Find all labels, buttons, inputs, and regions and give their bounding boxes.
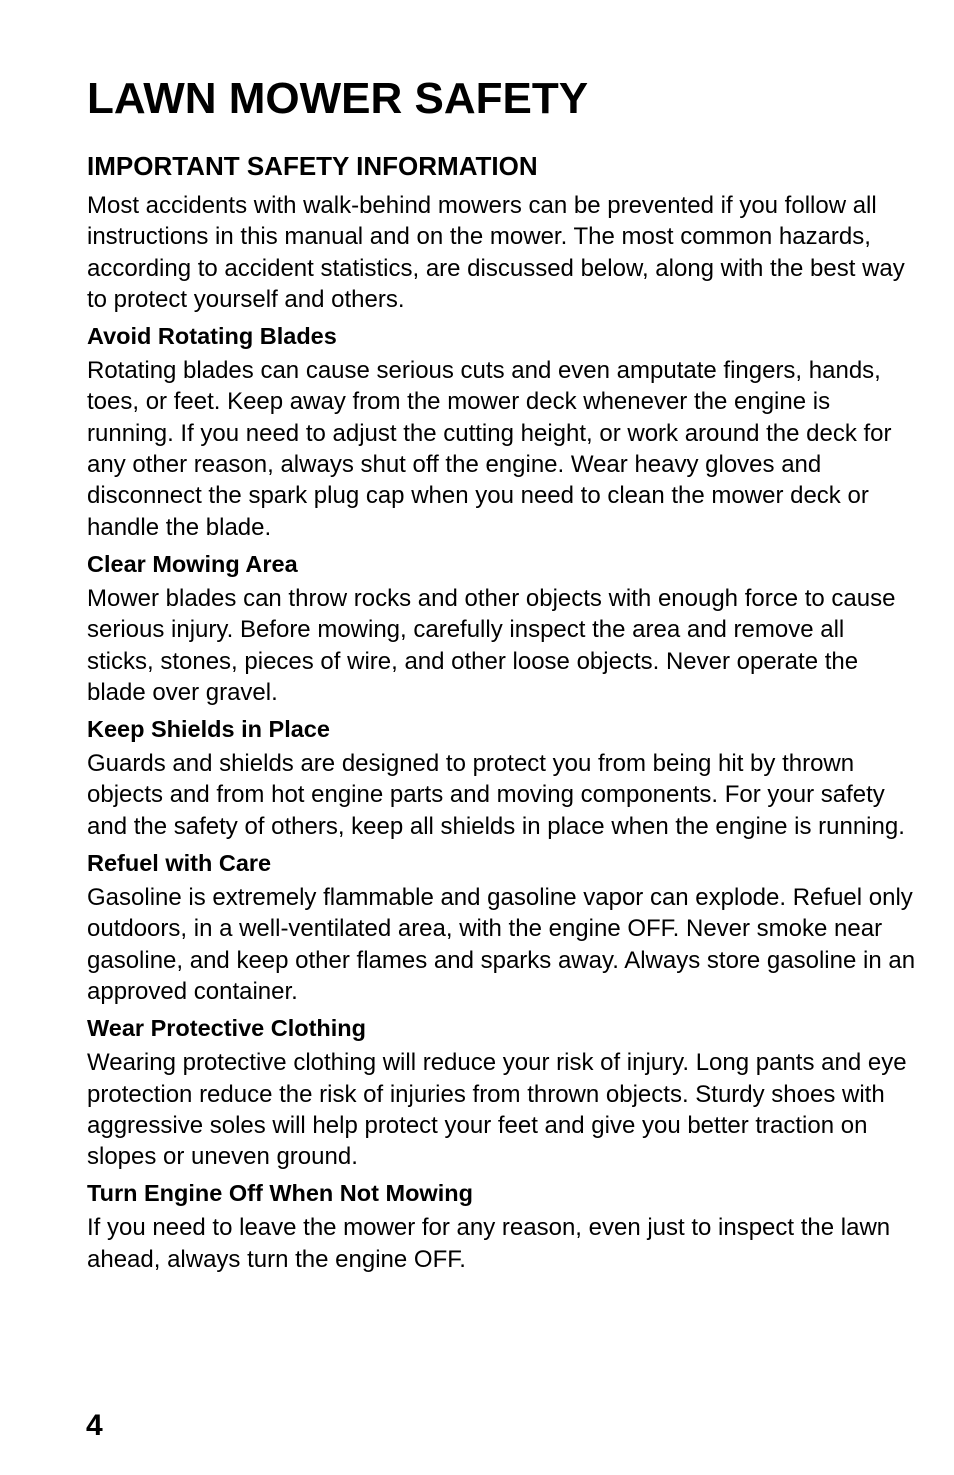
subheading-keep-shields-in-place: Keep Shields in Place [87,716,330,743]
page-number: 4 [86,1409,103,1442]
subheading-refuel-with-care: Refuel with Care [87,850,272,877]
page-title: LAWN MOWER SAFETY [87,74,589,123]
paragraph-turn-engine-off: If you need to leave the mower for any reason, even just to inspect the lawn ahead, always turn the engine OFF. [87,1214,891,1273]
paragraph-avoid-rotating-blades: Rotating blades can cause serious cuts and even amputate fingers, hands, toes, or feet. Keep away from the mower deck whenever the engine is running. If you need to adjust the cutting height, or work around the deck for any other reason, always shut off the engine. Wear heavy gloves and disconnect the spark plug cap when you need to clean the mower deck or handle the blade. [87,357,892,541]
paragraph-clear-mowing-area: Mower blades can throw rocks and other objects with enough force to cause serious injury. Before mowing, carefully inspect the area and remove all sticks, stones, pieces of wire, and other loose objects. Never operate the blade over gravel. [87,584,896,706]
subheading-avoid-rotating-blades: Avoid Rotating Blades [87,323,337,350]
subheading-clear-mowing-area: Clear Mowing Area [87,550,298,577]
manual-page [87,70,917,1275]
section-heading: IMPORTANT SAFETY INFORMATION [87,151,538,181]
paragraph-keep-shields-in-place: Guards and shields are designed to protect you from being hit by thrown objects and from hot engine parts and moving components. For your safety and the safety of others, keep all shields in place when the engine is running. [87,750,905,840]
subheading-wear-protective-clothing: Wear Protective Clothing [87,1015,367,1042]
paragraph-wear-protective-clothing: Wearing protective clothing will reduce your risk of injury. Long pants and eye protection reduce the risk of injuries from thrown objects. Sturdy shoes with aggressive soles will help protect your feet and give you better traction on slopes or uneven ground. [87,1049,907,1171]
subheading-turn-engine-off: Turn Engine Off When Not Mowing [87,1180,473,1207]
paragraph-refuel-with-care: Gasoline is extremely flammable and gasoline vapor can explode. Refuel only outdoors, in a well-ventilated area, with the engine OFF. Never smoke near gasoline, and keep other flames and sparks away. Always store gasoline in an approved container. [87,884,916,1005]
intro-paragraph: Most accidents with walk-behind mowers can be prevented if you follow all instructions in this manual and on the mower. The most common hazards, according to accident statistics, are discussed below, along with the best way to protect yourself and others. [87,192,905,313]
